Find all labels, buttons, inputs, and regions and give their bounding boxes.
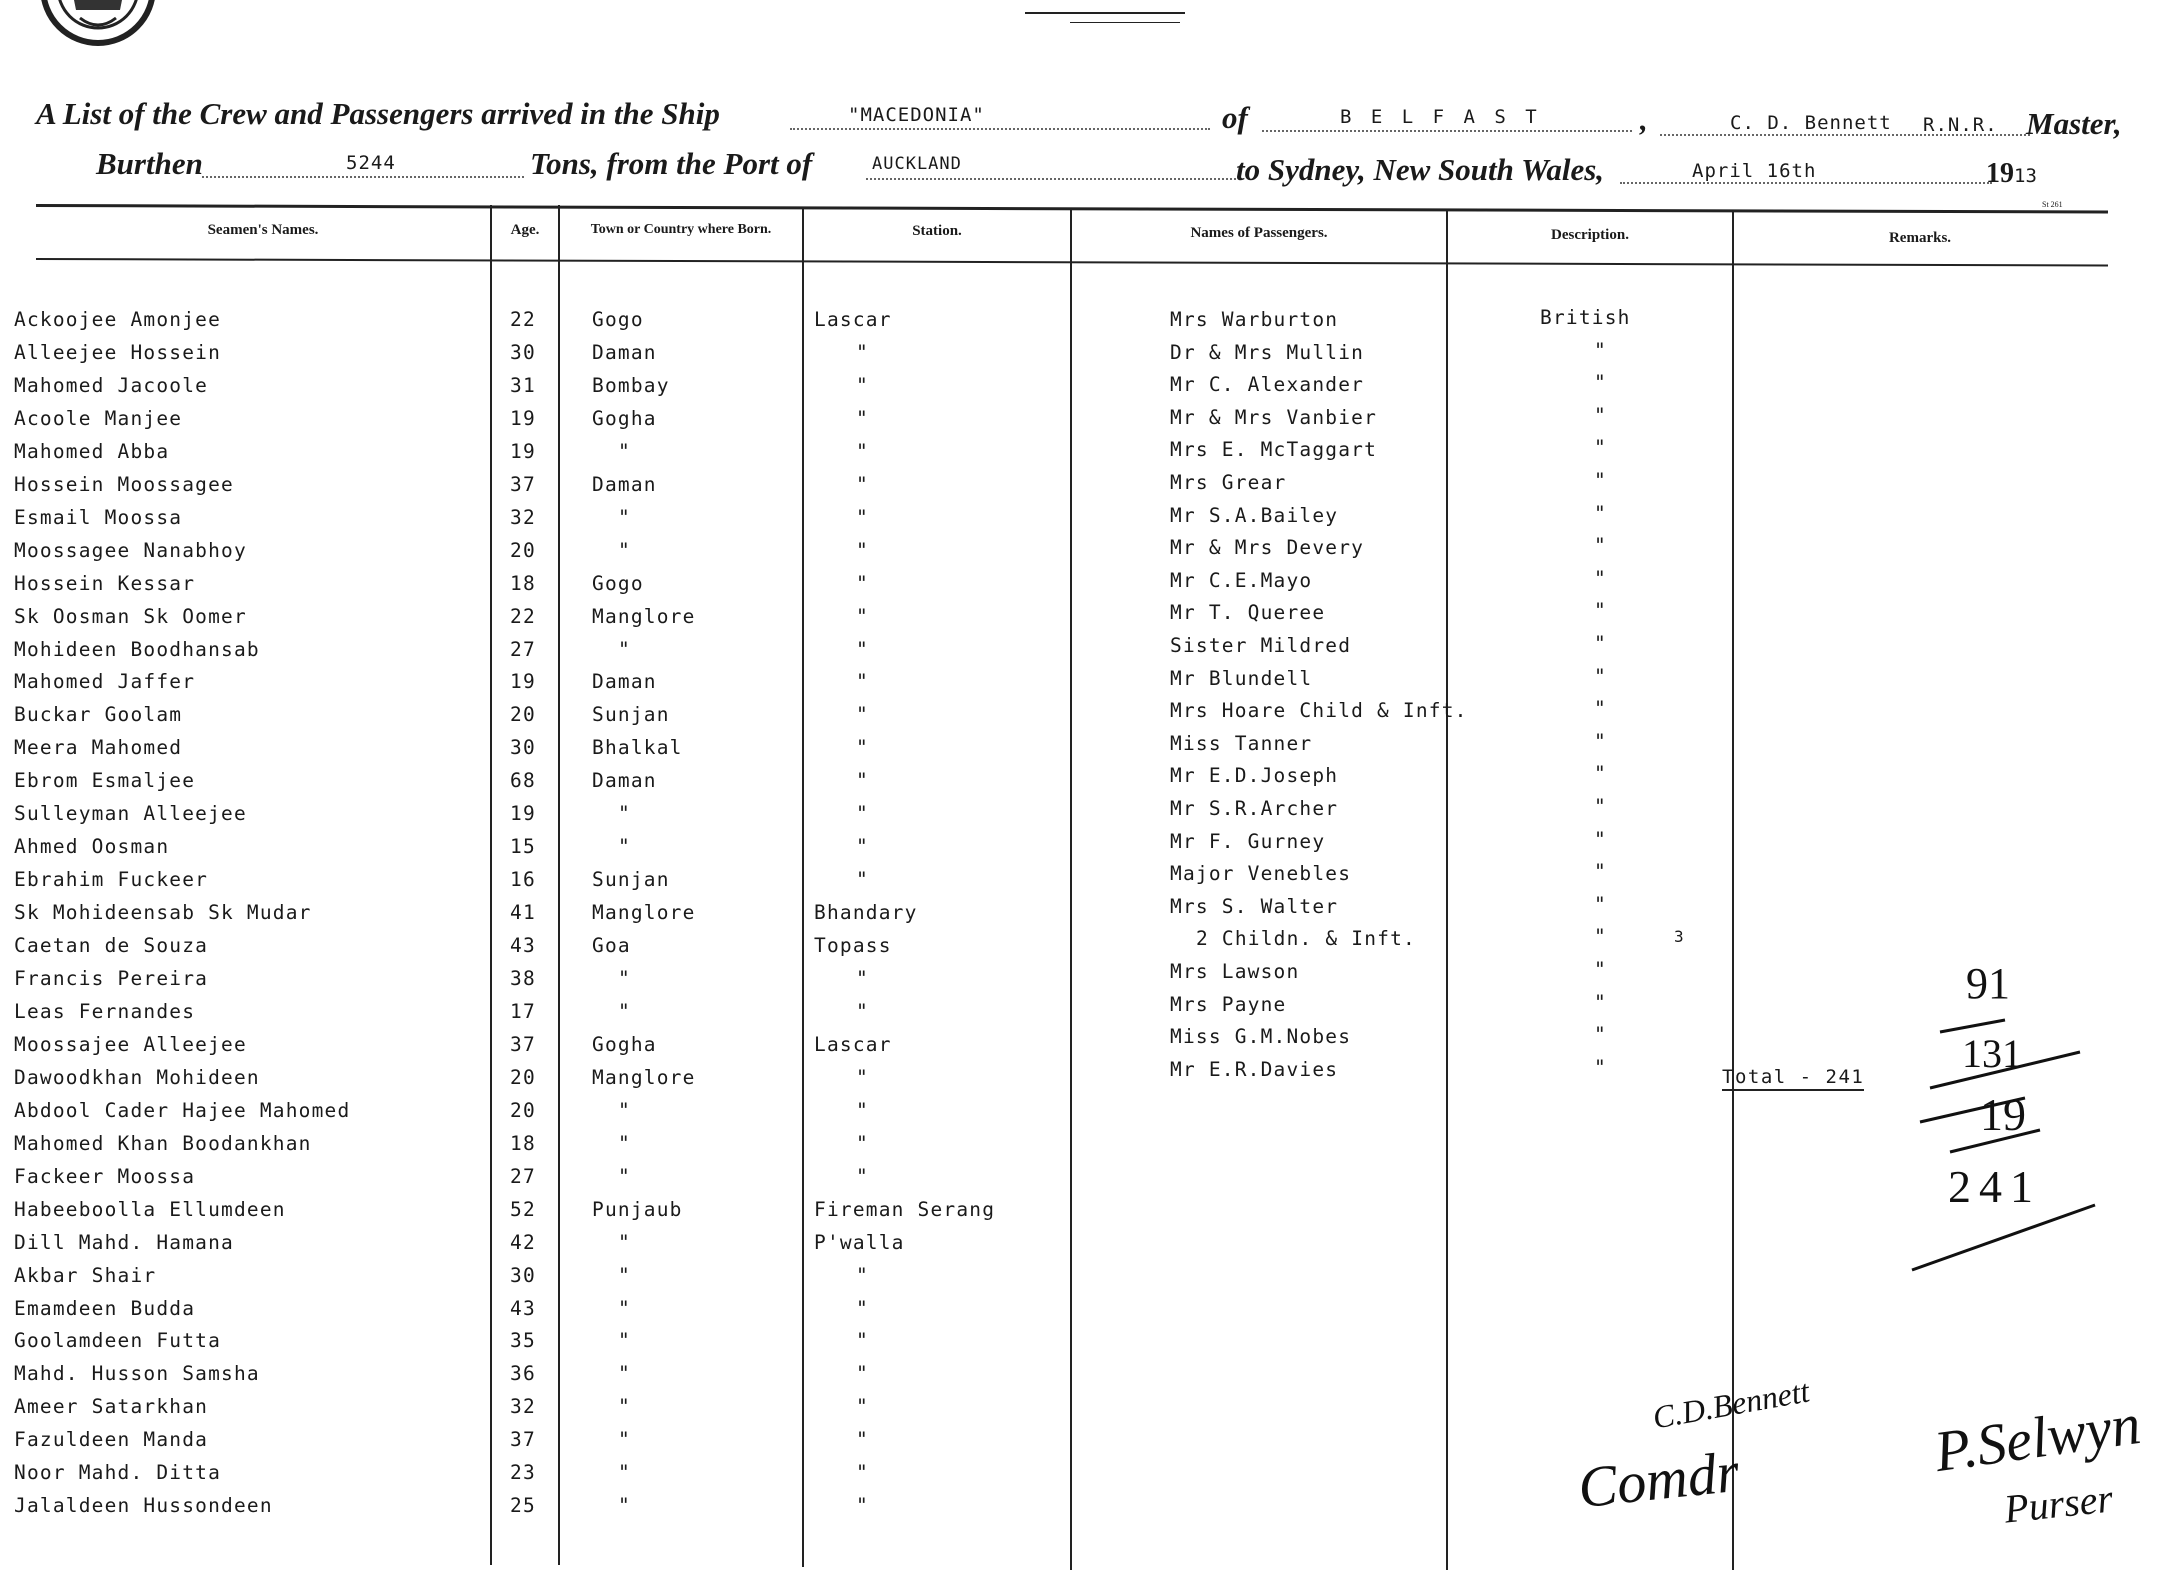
col-header-station: Station. xyxy=(912,223,962,239)
crew-born: " xyxy=(618,1131,631,1155)
passenger-name: Miss G.M.Nobes xyxy=(1170,1025,1352,1049)
crew-born: " xyxy=(618,538,631,562)
crew-station: " xyxy=(856,769,869,793)
crew-age: 41 xyxy=(510,901,536,925)
passenger-description: " xyxy=(1594,762,1607,786)
crew-born: Sunjan xyxy=(592,703,670,727)
passenger-name: Mr & Mrs Devery xyxy=(1170,536,1365,560)
crew-age: 20 xyxy=(510,1065,536,1089)
of-label: of xyxy=(1222,100,1248,135)
tally-underlines xyxy=(1900,1000,2110,1280)
passenger-description: " xyxy=(1594,566,1607,590)
passenger-description: " xyxy=(1594,469,1607,492)
crew-name: Esmail Moossa xyxy=(14,505,183,529)
col-divider-born xyxy=(558,205,560,1565)
passenger-name: Mrs E. McTaggart xyxy=(1170,438,1378,462)
crew-age: 43 xyxy=(510,1296,536,1320)
crew-born: " xyxy=(618,1098,631,1122)
crew-name: Sk Oosman Sk Oomer xyxy=(14,604,247,628)
crew-station: Lascar xyxy=(814,308,892,331)
tally-1: 91 xyxy=(1966,959,2010,1008)
passenger-name: Mr E.R.Davies xyxy=(1170,1057,1339,1081)
crew-station: " xyxy=(856,340,869,364)
crew-name: Meera Mahomed xyxy=(14,736,183,760)
crew-born: " xyxy=(618,999,631,1023)
purser-signature: P.Selwyn xyxy=(1930,1390,2145,1485)
crew-name: Sulleyman Alleejee xyxy=(14,802,247,826)
col-header-seamen-names: Seamen's Names. xyxy=(207,222,319,238)
col-divider-description xyxy=(1446,210,1448,1570)
passenger-description: " xyxy=(1594,925,1607,949)
crew-age: 42 xyxy=(510,1230,536,1254)
crew-station: " xyxy=(856,1296,869,1320)
crew-born: " xyxy=(618,1296,631,1320)
crew-born: " xyxy=(618,802,631,826)
crew-born: Daman xyxy=(592,340,657,364)
crew-name: Fazuldeen Manda xyxy=(14,1428,209,1452)
crew-born: Gogo xyxy=(592,571,644,595)
passenger-description: " xyxy=(1594,338,1607,362)
crew-born: " xyxy=(618,1362,631,1386)
passenger-description: " xyxy=(1594,501,1607,525)
crew-age: 30 xyxy=(510,1263,536,1287)
ship-name: "MACEDONIA" xyxy=(848,104,985,126)
burthen-label: Burthen xyxy=(96,146,203,181)
passenger-description: " xyxy=(1594,990,1607,1014)
master-rank: R.N.R. xyxy=(1923,114,1998,136)
crew-age: 22 xyxy=(510,604,536,628)
crew-station: " xyxy=(856,868,869,892)
crew-name: Emamdeen Budda xyxy=(14,1296,196,1320)
passenger-name: Mr T. Queree xyxy=(1170,601,1326,625)
passenger-name: Mr C.E.Mayo xyxy=(1170,568,1313,592)
home-port: B E L F A S T xyxy=(1340,106,1541,128)
crew-age: 18 xyxy=(510,571,536,595)
comma: , xyxy=(1640,102,1648,137)
crew-name: Leas Fernandes xyxy=(14,999,196,1023)
crew-name: Ackoojee Amonjee xyxy=(14,308,222,331)
passenger-description: " xyxy=(1594,436,1607,460)
crew-age: 37 xyxy=(510,1032,536,1056)
crew-age: 19 xyxy=(510,406,536,430)
crew-name: Dill Mahd. Hamana xyxy=(14,1230,234,1254)
crew-station: " xyxy=(856,1131,869,1155)
crew-age: 16 xyxy=(510,868,536,892)
passenger-name: Mrs Hoare Child & Inft. xyxy=(1170,699,1468,723)
crew-station: " xyxy=(856,835,869,859)
col-divider-station xyxy=(802,207,804,1567)
crew-name: Acoole Manjee xyxy=(14,406,183,430)
passenger-description: " xyxy=(1594,729,1607,753)
crew-born: Bhalkal xyxy=(592,736,683,760)
crew-name: Dawoodkhan Mohideen xyxy=(14,1065,260,1089)
passenger-description: " xyxy=(1594,632,1607,655)
passenger-name: Mrs Warburton xyxy=(1170,308,1339,331)
crew-name: Moossajee Alleejee xyxy=(14,1032,247,1056)
passenger-description: " xyxy=(1594,958,1607,981)
passenger-name: Major Venebles xyxy=(1170,862,1352,886)
crew-name: Ahmed Oosman xyxy=(14,835,170,859)
crew-station: " xyxy=(856,505,869,529)
crew-name: Mahd. Husson Samsha xyxy=(14,1362,260,1386)
crew-name: Moossagee Nanabhoy xyxy=(14,538,247,562)
col-header-passengers: Names of Passengers. xyxy=(1190,225,1328,241)
passenger-description: " xyxy=(1594,371,1607,395)
crew-name: Goolamdeen Futta xyxy=(14,1329,222,1353)
crew-age: 27 xyxy=(510,637,536,661)
passenger-description: " xyxy=(1594,892,1607,916)
passenger-description: " xyxy=(1594,795,1607,818)
passenger-name: Mr E.D.Joseph xyxy=(1170,764,1339,788)
crew-born: Daman xyxy=(592,670,657,694)
passenger-description: " xyxy=(1594,403,1607,427)
crew-name: Ebrom Esmaljee xyxy=(14,769,196,793)
crew-name: Habeeboolla Ellumdeen xyxy=(14,1197,286,1221)
crew-station: " xyxy=(856,1164,869,1188)
crew-age: 36 xyxy=(510,1362,536,1386)
crew-born: " xyxy=(618,1428,631,1452)
crew-born: Gogha xyxy=(592,406,657,430)
to-label: to Sydney, New South Wales, xyxy=(1236,152,1605,187)
top-rule-short xyxy=(1070,22,1180,23)
col-header-description: Description. xyxy=(1551,227,1629,243)
master-name: C. D. Bennett xyxy=(1730,112,1892,134)
crew-station: " xyxy=(856,1329,869,1353)
form-number: St 261 xyxy=(2042,200,2063,209)
crew-station: Topass xyxy=(814,934,892,958)
crew-age: 20 xyxy=(510,703,536,727)
crew-born: Punjaub xyxy=(592,1197,683,1221)
crew-name: Mahomed Jaffer xyxy=(14,670,196,694)
tally-4: 241 xyxy=(1948,1161,2041,1212)
crew-age: 52 xyxy=(510,1197,536,1221)
crew-station: " xyxy=(856,373,869,397)
passenger-note: 3 xyxy=(1674,927,1685,947)
year-prefix: 19 xyxy=(1986,158,2014,189)
crew-station: Lascar xyxy=(814,1032,892,1056)
arrival-date: April 16th xyxy=(1692,160,1817,182)
passenger-name: Mrs Lawson xyxy=(1170,960,1300,983)
passenger-name: Mrs Payne xyxy=(1170,992,1287,1016)
col-header-remarks: Remarks. xyxy=(1888,230,1952,246)
crew-station: " xyxy=(856,1065,869,1089)
crew-born: Daman xyxy=(592,769,657,793)
crew-born: " xyxy=(618,637,631,661)
crew-age: 37 xyxy=(510,1428,536,1452)
crew-name: Mahomed Jacoole xyxy=(14,373,209,397)
crew-name: Mohideen Boodhansab xyxy=(14,637,260,661)
crew-born: Bombay xyxy=(592,373,670,397)
crew-age: 19 xyxy=(510,670,536,694)
crew-born: " xyxy=(618,1230,631,1254)
from-port: AUCKLAND xyxy=(872,154,962,174)
crew-age: 38 xyxy=(510,967,536,990)
crew-age: 23 xyxy=(510,1461,536,1485)
crew-name: Caetan de Souza xyxy=(14,934,209,958)
crew-station: " xyxy=(856,1494,869,1518)
crew-age: 31 xyxy=(510,373,536,397)
crew-name: Ameer Satarkhan xyxy=(14,1395,209,1419)
crew-station: " xyxy=(856,1362,869,1386)
crew-age: 19 xyxy=(510,439,536,463)
crew-name: Ebrahim Fuckeer xyxy=(14,868,209,892)
tally-3: 19 xyxy=(1980,1089,2026,1140)
crew-station: " xyxy=(856,604,869,628)
crew-age: 37 xyxy=(510,472,536,496)
passenger-name: Mr F. Gurney xyxy=(1170,829,1326,853)
year xyxy=(1986,158,2037,190)
crew-station: " xyxy=(856,703,869,727)
passenger-description: British xyxy=(1540,306,1631,329)
crew-station: " xyxy=(856,439,869,463)
crew-station: Fireman Serang xyxy=(814,1197,996,1221)
crew-born: Gogo xyxy=(592,308,644,331)
crew-born: " xyxy=(618,1164,631,1188)
col-header-born: Town or Country where Born. xyxy=(590,222,772,237)
crew-name: Mahomed Abba xyxy=(14,439,170,463)
crew-station: " xyxy=(856,802,869,826)
crew-age: 32 xyxy=(510,505,536,529)
crew-age: 15 xyxy=(510,835,536,859)
crew-age: 19 xyxy=(510,802,536,826)
crew-station: Bhandary xyxy=(814,901,918,925)
crew-age: 30 xyxy=(510,736,536,760)
tally-2: 131 xyxy=(1962,1031,2022,1076)
crew-born: " xyxy=(618,1395,631,1419)
crew-born: Manglore xyxy=(592,901,696,925)
crew-age: 18 xyxy=(510,1131,536,1155)
passenger-description: " xyxy=(1594,827,1607,851)
crew-age: 30 xyxy=(510,340,536,364)
crew-age: 20 xyxy=(510,538,536,562)
passenger-description: " xyxy=(1594,1055,1607,1079)
col-divider-passengers xyxy=(1070,208,1072,1570)
master-label: Master, xyxy=(2026,106,2122,141)
crew-born: Goa xyxy=(592,934,631,958)
crew-born: " xyxy=(618,1461,631,1485)
crew-name: Abdool Cader Hajee Mahomed xyxy=(14,1098,351,1122)
crew-name: Jalaldeen Hussondeen xyxy=(14,1494,273,1518)
year-suffix: 13 xyxy=(2014,165,2037,187)
form-title: A List of the Crew and Passengers arrived in the Ship xyxy=(36,96,720,131)
crew-name: Hossein Kessar xyxy=(14,571,196,595)
crew-age: 32 xyxy=(510,1395,536,1419)
crew-born: " xyxy=(618,1494,631,1518)
passenger-name: Mr & Mrs Vanbier xyxy=(1170,405,1378,429)
crew-name: Sk Mohideensab Sk Mudar xyxy=(14,901,312,925)
crew-station: " xyxy=(856,967,869,990)
crew-station: " xyxy=(856,406,869,430)
crew-name: Noor Mahd. Ditta xyxy=(14,1461,222,1485)
official-stamp-seal xyxy=(30,0,170,75)
passenger-description: " xyxy=(1594,860,1607,884)
crew-name: Akbar Shair xyxy=(14,1263,157,1287)
crew-station: " xyxy=(856,999,869,1023)
crew-station: " xyxy=(856,1263,869,1287)
col-divider-age xyxy=(490,205,492,1565)
crew-age: 25 xyxy=(510,1494,536,1518)
crew-station: " xyxy=(856,1395,869,1419)
crew-station: P'walla xyxy=(814,1230,905,1254)
captain-signature: C.D.Bennett xyxy=(1649,1372,1813,1436)
crew-station: " xyxy=(856,472,869,496)
crew-station: " xyxy=(856,538,869,562)
passenger-name: Sister Mildred xyxy=(1170,634,1352,657)
crew-age: 20 xyxy=(510,1098,536,1122)
passenger-name: 2 Childn. & Inft. xyxy=(1196,927,1416,951)
crew-born: " xyxy=(618,505,631,529)
col-divider-remarks xyxy=(1732,212,1734,1570)
crew-born: " xyxy=(618,439,631,463)
burthen-value: 5244 xyxy=(346,152,396,174)
passenger-description: " xyxy=(1594,534,1607,558)
crew-station: " xyxy=(856,1098,869,1122)
crew-station: " xyxy=(856,1461,869,1485)
passenger-name: Mrs Grear xyxy=(1170,471,1287,494)
crew-age: 43 xyxy=(510,934,536,958)
crew-born: Daman xyxy=(592,472,657,496)
col-header-age: Age. xyxy=(510,222,540,238)
crew-station: " xyxy=(856,571,869,595)
crew-age: 68 xyxy=(510,769,536,793)
crew-born: Gogha xyxy=(592,1032,657,1056)
crew-born: " xyxy=(618,1263,631,1287)
crew-name: Alleejee Hossein xyxy=(14,340,222,364)
crew-name: Fackeer Moossa xyxy=(14,1164,196,1188)
passenger-name: Mr S.R.Archer xyxy=(1170,797,1339,820)
passenger-name: Mr Blundell xyxy=(1170,666,1313,690)
passenger-name: Mrs S. Walter xyxy=(1170,894,1339,918)
crew-born: Manglore xyxy=(592,1065,696,1089)
crew-station: " xyxy=(856,736,869,760)
purser-title: Purser xyxy=(2001,1475,2115,1532)
crew-name: Francis Pereira xyxy=(14,967,209,990)
crew-station: " xyxy=(856,670,869,694)
crew-name: Hossein Moossagee xyxy=(14,472,234,496)
passenger-name: Mr C. Alexander xyxy=(1170,373,1365,397)
crew-name: Mahomed Khan Boodankhan xyxy=(14,1131,312,1155)
crew-station: " xyxy=(856,637,869,661)
captain-title: Comdr xyxy=(1575,1438,1743,1521)
tons-label: Tons, from the Port of xyxy=(530,146,813,181)
passenger-description: " xyxy=(1594,664,1607,688)
crew-age: 17 xyxy=(510,999,536,1023)
crew-born: " xyxy=(618,1329,631,1353)
passenger-description: " xyxy=(1594,599,1607,623)
crew-born: " xyxy=(618,967,631,990)
total-label: Total - 241 xyxy=(1722,1066,1864,1091)
crew-born: Sunjan xyxy=(592,868,670,892)
crew-age: 22 xyxy=(510,308,536,331)
passenger-name: Miss Tanner xyxy=(1170,731,1313,755)
passenger-name: Dr & Mrs Mullin xyxy=(1170,340,1365,364)
crew-station: " xyxy=(856,1428,869,1452)
crew-born: Manglore xyxy=(592,604,696,628)
passenger-description: " xyxy=(1594,1023,1607,1047)
crew-age: 27 xyxy=(510,1164,536,1188)
crew-born: " xyxy=(618,835,631,859)
passenger-name: Mr S.A.Bailey xyxy=(1170,503,1339,527)
crew-name: Buckar Goolam xyxy=(14,703,183,727)
crew-age: 35 xyxy=(510,1329,536,1353)
passenger-description: " xyxy=(1594,697,1607,721)
top-rule xyxy=(1025,12,1185,14)
